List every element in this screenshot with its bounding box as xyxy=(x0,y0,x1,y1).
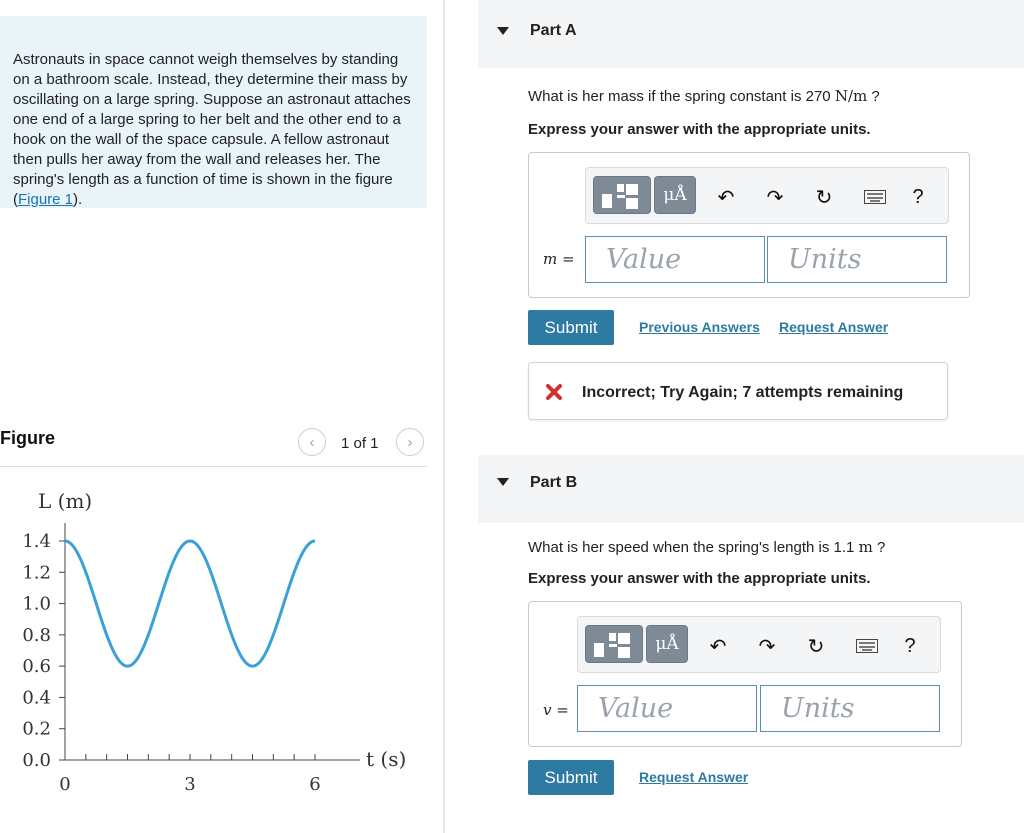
redo-icon[interactable]: ↷ xyxy=(766,186,784,209)
units-icon: μÅ xyxy=(655,634,679,654)
units-button[interactable] xyxy=(646,625,688,663)
units-button[interactable] xyxy=(654,176,696,214)
collapse-caret-icon[interactable] xyxy=(497,478,509,486)
templates-button[interactable] xyxy=(585,625,643,663)
part-a-label: Part A xyxy=(530,22,577,39)
part-b-header[interactable] xyxy=(478,455,1024,523)
part-a-variable: m = xyxy=(543,250,575,268)
templates-icon xyxy=(594,177,652,215)
part-b-variable: v = xyxy=(543,701,569,719)
part-b-request-answer-link[interactable]: Request Answer xyxy=(639,769,749,785)
x-axis-label: t (s) xyxy=(366,747,407,771)
reset-icon[interactable]: ↻ xyxy=(815,186,833,209)
redo-icon[interactable]: ↷ xyxy=(758,635,776,658)
part-b-instruction: Express your answer with the appropriate units. xyxy=(528,570,871,587)
keyboard-icon[interactable] xyxy=(855,634,879,658)
collapse-caret-icon[interactable] xyxy=(497,27,509,35)
part-b-toolbar xyxy=(577,616,941,673)
keyboard-icon[interactable] xyxy=(863,185,887,209)
part-b-label: Part B xyxy=(530,474,578,491)
part-a-request-answer-link[interactable]: Request Answer xyxy=(779,319,889,335)
help-icon[interactable]: ? xyxy=(904,634,916,657)
part-a-units-input[interactable]: Units xyxy=(767,236,947,283)
y-tick-label: 0.4 xyxy=(22,687,51,709)
undo-icon[interactable]: ↶ xyxy=(709,635,727,658)
y-tick-label: 1.4 xyxy=(22,531,51,552)
feedback-message xyxy=(528,362,948,420)
part-a-toolbar xyxy=(585,167,949,224)
y-tick-label: 0.8 xyxy=(22,624,51,646)
x-tick-label: 6 xyxy=(309,774,321,795)
part-b-question: What is her speed when the spring's length is 1.1 m ? xyxy=(528,538,886,556)
y-tick-label: 0.0 xyxy=(22,750,51,771)
undo-icon[interactable]: ↶ xyxy=(717,186,735,209)
part-a-header[interactable] xyxy=(478,0,1024,68)
reset-icon[interactable]: ↻ xyxy=(807,635,825,658)
part-b-units-input[interactable]: Units xyxy=(760,685,940,732)
figure-title: Figure xyxy=(0,428,56,448)
next-figure-button[interactable] xyxy=(396,428,424,456)
y-tick-label: 0.2 xyxy=(22,718,51,740)
units-icon: μÅ xyxy=(663,185,687,205)
problem-text: Astronauts in space cannot weigh themselves by standing on a bathroom scale. Instead, they determine their mass by oscillating on a large spring. Suppose an astronaut attaches one end of a large spring to her belt and the other end to a hook on the wall of the space capsule. A fellow astronaut then pulls her away from the wall and releases her. The spring's length as a function of time is shown in the figure (Figure 1). xyxy=(13,51,411,208)
templates-button[interactable] xyxy=(593,176,651,214)
prev-figure-button[interactable] xyxy=(298,428,326,456)
part-a-submit-button[interactable]: Submit xyxy=(528,310,614,345)
help-icon[interactable]: ? xyxy=(912,185,924,208)
x-tick-label: 3 xyxy=(184,774,196,795)
part-a-instruction: Express your answer with the appropriate units. xyxy=(528,121,871,138)
panel-divider xyxy=(443,0,445,833)
problem-statement xyxy=(0,16,427,208)
part-b-value-input[interactable]: Value xyxy=(577,685,757,732)
series-line xyxy=(65,541,315,666)
y-tick-label: 1.0 xyxy=(22,593,51,615)
templates-icon xyxy=(586,626,644,664)
chevron-left-icon: ‹ xyxy=(309,433,315,451)
y-tick-label: 0.6 xyxy=(22,656,51,678)
part-a-value-input[interactable]: Value xyxy=(585,236,765,283)
part-b-answer-box xyxy=(528,601,962,747)
part-a-question: What is her mass if the spring constant is 270 N/m ? xyxy=(528,87,880,105)
figure-link[interactable]: Figure 1 xyxy=(18,191,74,208)
x-tick-label: 0 xyxy=(59,774,71,795)
spring-length-chart xyxy=(0,470,430,810)
chevron-right-icon: › xyxy=(407,433,413,451)
y-tick-label: 1.2 xyxy=(22,562,51,584)
figure-pager: 1 of 1 xyxy=(341,435,379,452)
previous-answers-link[interactable]: Previous Answers xyxy=(639,319,760,335)
figure-divider xyxy=(0,466,427,467)
part-a-answer-box xyxy=(528,152,970,298)
y-axis-label: L (m) xyxy=(38,489,93,513)
part-b-submit-button[interactable]: Submit xyxy=(528,760,614,795)
error-x-icon xyxy=(545,383,563,401)
feedback-text: Incorrect; Try Again; 7 attempts remaining xyxy=(582,384,904,401)
